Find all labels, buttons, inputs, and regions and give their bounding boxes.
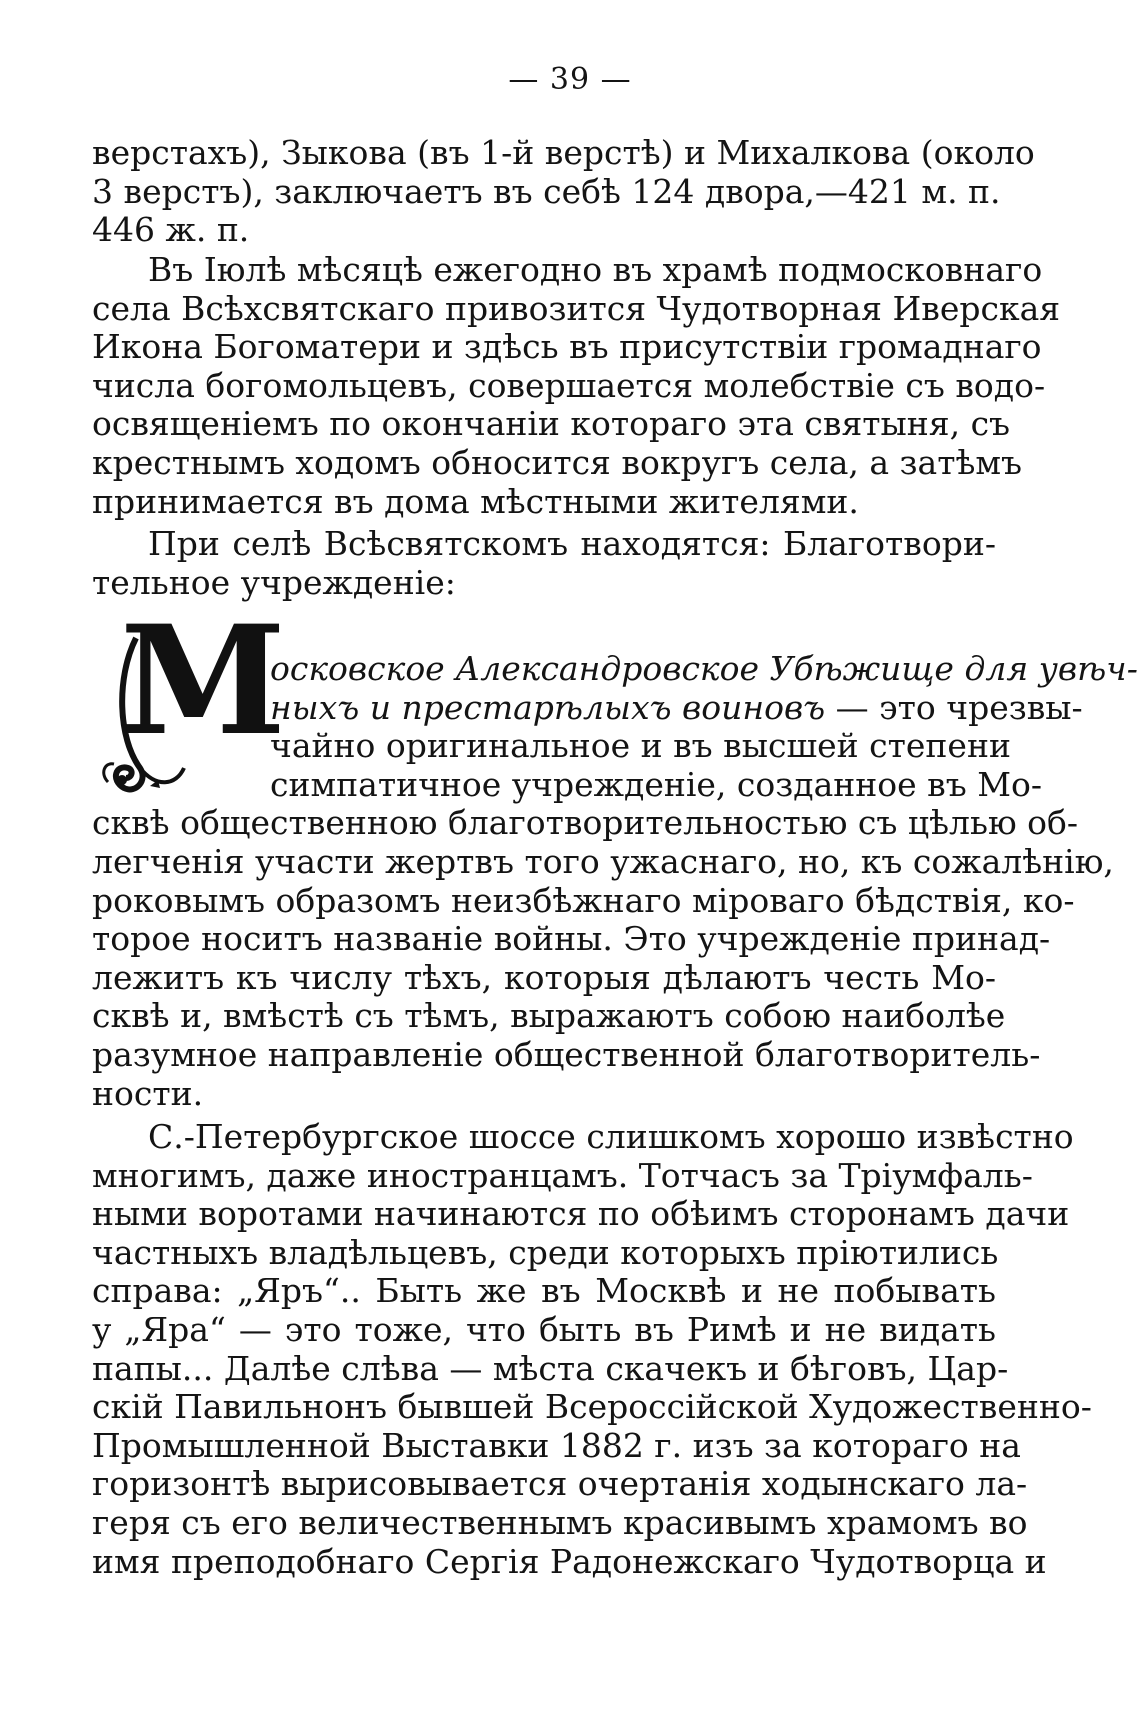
- text-line: 3 верстъ), заключаетъ въ себѣ 124 двора,—421 м. п.: [92, 171, 1001, 211]
- text-line: Икона Богоматери и здѣсь въ присутствіи громаднаго: [92, 327, 1042, 367]
- text-line: ности.: [92, 1073, 204, 1113]
- text-line: Въ Іюлѣ мѣсяцѣ ежегодно въ храмѣ подмосковнаго: [148, 250, 1043, 289]
- text-line: роковымъ образомъ неизбѣжнаго міроваго бѣдствія, ко-: [92, 880, 1075, 920]
- paragraph-intro: [92, 133, 1035, 250]
- text-line: С.-Петербургское шоссе слишкомъ хорошо извѣстно: [148, 1117, 1074, 1156]
- text-line: горизонтѣ вырисовывается очертанія ходынскаго ла-: [92, 1464, 1028, 1504]
- paragraph-church: [92, 525, 996, 602]
- text-line: ными воротами начинаются по обѣимъ сторонамъ дачи: [92, 1194, 1070, 1234]
- text-line: геря съ его величественнымъ красивымъ храмомъ во: [92, 1502, 1028, 1542]
- text-line: верстахъ), Зыкова (въ 1-й верстѣ) и Михалкова (около: [92, 133, 1035, 172]
- text-line: сквѣ и, вмѣстѣ съ тѣмъ, выражаютъ собою наиболѣе: [92, 996, 1006, 1036]
- drop-cap-letter: М: [120, 593, 287, 769]
- text-line: разумное направленіе общественной благотворитель-: [92, 1034, 1041, 1074]
- text-line: частныхъ владѣльцевъ, среди которыхъ пріютились: [92, 1232, 999, 1272]
- text-line: села Всѣхсвятскаго привозится Чудотворная Иверская: [92, 288, 1061, 328]
- text-line: сквѣ общественною благотворительностью съ цѣлью об-: [92, 803, 1079, 843]
- page-number: — 39 —: [508, 62, 632, 97]
- text-line: папы... Далѣе слѣва — мѣста скачекъ и бѣговъ, Цар-: [92, 1348, 1009, 1388]
- asylum-title-part-1: осковское Александровское Убѣжище для увѣч-: [270, 649, 1138, 688]
- text-line: многимъ, даже иностранцамъ. Тотчасъ за Тріумфаль-: [92, 1155, 1033, 1195]
- text-line: торое носитъ названіе войны. Это учрежденіе принад-: [92, 919, 1051, 959]
- text-line: принимается въ дома мѣстными жителями.: [92, 481, 859, 521]
- text-line: крестнымъ ходомъ обносится вокругъ села, а затѣмъ: [92, 442, 1023, 482]
- text-line: Промышленной Выставки 1882 г. изъ за котораго на: [92, 1425, 1021, 1465]
- text-line: тельное учрежденіе:: [92, 562, 456, 602]
- text-line: [270, 649, 1138, 689]
- text-line: [270, 687, 1083, 728]
- text-line: симпатичное учрежденіе, созданное въ Мо-: [270, 764, 1043, 804]
- text-line: справа: „Яръ“.. Быть же въ Москвѣ и не побывать: [92, 1271, 996, 1311]
- text-line: скій Павильнонъ бывшей Всероссійской Художественно-: [92, 1387, 1092, 1427]
- text-line: освященіемъ по окончаніи котораго эта святыня, съ: [92, 404, 1011, 444]
- text-line: 446 ж. п.: [92, 210, 250, 250]
- text-line: имя преподобнаго Сергія Радонежскаго Чудотворца и: [92, 1541, 1047, 1581]
- text-line: легченія участи жертвъ того ужаснаго, но, къ сожалѣнію,: [92, 841, 1114, 881]
- asylum-line-rest: — это чрезвы-: [825, 687, 1083, 727]
- paragraph-spb-highway: [92, 1117, 1092, 1581]
- text-line: При селѣ Всѣсвятскомъ находятся: Благотвори-: [148, 524, 996, 563]
- paragraph-july: [92, 250, 1061, 521]
- asylum-title-part-2: ныхъ и престарѣлыхъ воиновъ: [270, 687, 826, 727]
- paragraph-asylum: [92, 649, 1138, 1113]
- text-line: лежитъ къ числу тѣхъ, которыя дѣлаютъ честь Мо-: [92, 957, 996, 997]
- text-line: чайно оригинальное и въ высшей степени: [270, 726, 1011, 766]
- text-line: у „Яра“ — это тоже, что быть въ Римѣ и не видать: [92, 1309, 996, 1349]
- text-line: числа богомольцевъ, совершается молебствіе съ водо-: [92, 365, 1046, 405]
